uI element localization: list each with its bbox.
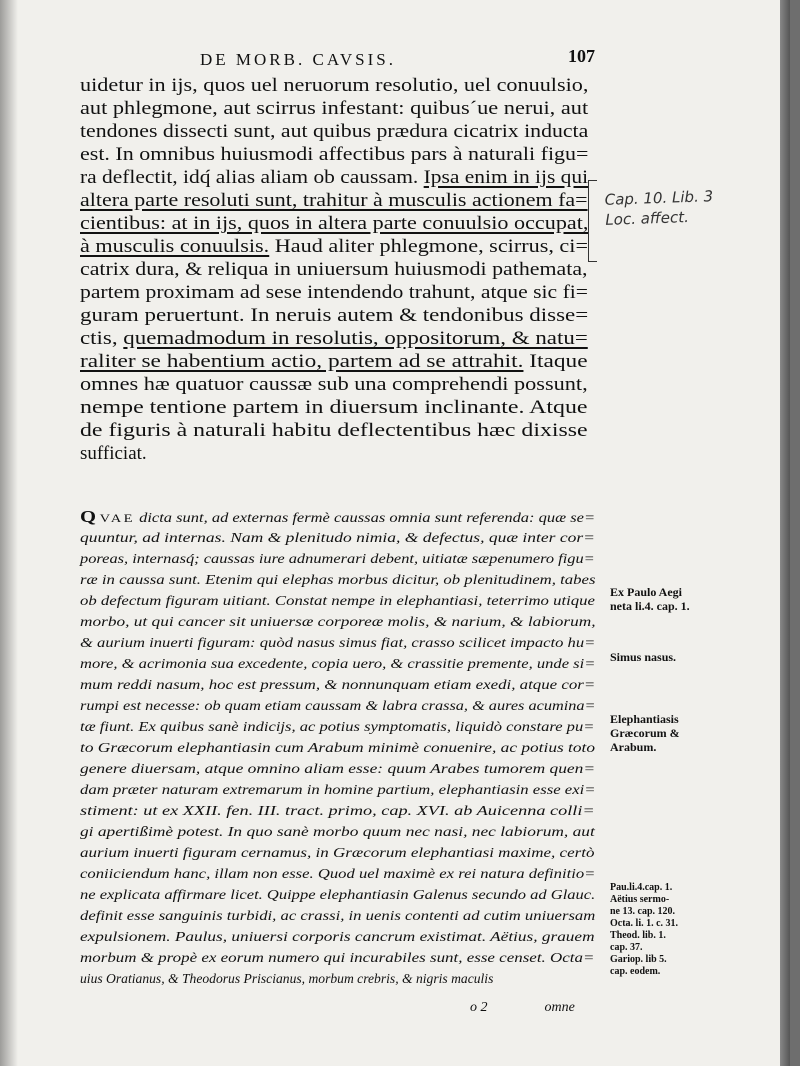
text-line	[80, 865, 595, 882]
text-segment: quemadmodum in resolutis, oppositorum, & natu=	[123, 328, 588, 349]
text-line	[80, 655, 595, 672]
text-line	[80, 823, 595, 840]
text-line	[80, 166, 588, 189]
text-segment: uius Oratianus, & Theodorus Priscianus, morbum crebris, & nigris maculis	[80, 971, 494, 986]
text-segment: ne explicata affirmare licet. Quippe elephantiasin Galenus secundo ad Glauc.	[80, 887, 596, 902]
text-line	[80, 350, 588, 373]
text-line	[80, 143, 588, 166]
margin-note-line: Theod. lib. 1.	[610, 930, 666, 941]
margin-note-line: cap. 37.	[610, 942, 643, 953]
text-segment: dicta sunt, ad externas fermè caussas omnia sunt referenda: quæ se=	[134, 510, 596, 525]
text-line	[80, 258, 588, 281]
text-line	[80, 281, 588, 304]
margin-note-line: Arabum.	[610, 740, 657, 754]
text-line	[80, 327, 588, 350]
margin-note-references	[610, 882, 678, 978]
text-line	[80, 571, 595, 588]
text-line	[80, 949, 594, 966]
text-segment: uidetur in ijs, quos uel neruorum resolutio, uel conuulsio,	[80, 75, 589, 96]
spine-shadow	[0, 0, 18, 1066]
margin-note-line: Ex Paulo Aegi	[610, 585, 683, 599]
text-line	[80, 592, 595, 609]
text-line	[80, 781, 596, 798]
text-line	[80, 74, 588, 97]
catchword: omne	[544, 1000, 575, 1015]
text-segment: expulsionem. Paulus, uniuersi corporis cancrum existimat. Aëtius, grauem	[80, 929, 595, 944]
text-line	[80, 844, 594, 861]
text-line	[80, 97, 588, 120]
text-segment: ctis,	[80, 328, 124, 349]
text-segment: omnes hæ quatuor caussæ sub una comprehendi possunt,	[80, 374, 588, 395]
text-segment: poreas, internasq́; caussas iure adnumerari debent, uitiatæ sæpenumero figu=	[80, 551, 595, 566]
text-line	[80, 802, 595, 819]
text-segment: mum reddi nasum, hoc est pressum, & nonnunquam etiam exedi, atque cor=	[80, 677, 596, 692]
text-line	[80, 907, 595, 924]
text-segment: catrix dura, & reliqua in uniuersum huiusmodi pathemata,	[80, 259, 588, 280]
annotation-line: Cap. 10. Lib. 3	[604, 187, 714, 209]
text-line	[80, 697, 596, 714]
margin-note-line: ne 13. cap. 120.	[610, 906, 675, 917]
top-paragraph	[80, 74, 590, 474]
page-footer	[470, 1000, 575, 1016]
text-line	[80, 739, 595, 756]
text-segment: ra deflectit, idq́ alias aliam ob caussam.	[80, 167, 424, 188]
text-line	[80, 304, 588, 327]
margin-note-simus-nasus	[610, 650, 676, 664]
text-line	[80, 634, 595, 651]
text-line	[80, 235, 588, 258]
text-segment: guram peruertunt. In neruis autem & tendonibus disse=	[80, 305, 589, 326]
text-segment: & aurium inuerti figuram: quòd nasus simus fiat, crasso scilicet impacto hu=	[80, 635, 596, 650]
text-segment: rumpi est necesse: ob quam etiam caussam & labra crassa, & aures acumina=	[80, 698, 596, 713]
bottom-paragraph	[80, 507, 596, 998]
text-segment: Haud aliter phlegmone, scirrus, ci=	[269, 236, 588, 257]
text-line	[80, 373, 588, 396]
margin-note-line: Gariop. lib 5.	[610, 954, 667, 965]
margin-note-line: Græcorum &	[610, 726, 680, 740]
margin-note-paulo-aegineta	[610, 585, 690, 613]
text-segment: dam præter naturam extremarum in homine partium, elephantiasin esse exi=	[80, 782, 596, 797]
margin-note-line: Simus nasus.	[610, 650, 677, 664]
text-segment: to Græcorum elephantiasin cum Arabum minimè conuenire, ac potius toto	[80, 740, 596, 755]
text-segment: partem proximam ad sese intendendo trahunt, atque sic fi=	[80, 282, 588, 303]
text-line	[80, 760, 595, 777]
text-segment: morbum & propè ex eorum numero qui incurabiles sunt, esse censet. Octa=	[80, 950, 595, 965]
text-segment: coniiciendum hanc, illam non esse. Quod uel maximè ex rei natura definitio=	[80, 866, 596, 881]
text-line	[80, 970, 493, 987]
running-head: DE MORB. CAVSIS.	[200, 50, 397, 69]
margin-note-line: cap. eodem.	[610, 966, 661, 977]
text-line	[80, 886, 595, 903]
text-segment: est. In omnibus huiusmodi affectibus pars à naturali figu=	[80, 144, 589, 165]
page-number: 107	[568, 46, 595, 66]
text-segment: à musculis conuulsis.	[80, 236, 270, 257]
text-segment: raliter se habentium actio, partem ad se attrahit.	[80, 351, 524, 372]
margin-note-line: Octa. li. 1. c. 31.	[610, 918, 679, 929]
text-line	[80, 928, 595, 945]
text-segment: ob defectum figuram uitiant. Constat nempe in elephantiasi, teterrimo utique	[80, 593, 595, 608]
margin-note-line: neta li.4. cap. 1.	[610, 599, 690, 613]
text-segment: aurium inuerti figuram cernamus, in Græcorum elephantiasi maxime, certò	[80, 845, 595, 860]
text-line	[80, 419, 588, 442]
margin-note-elephantiasis	[610, 712, 680, 754]
text-line	[80, 396, 588, 419]
drop-capital: Q	[80, 507, 100, 526]
text-line	[80, 676, 595, 693]
text-line	[80, 442, 147, 465]
page-edge	[780, 0, 790, 1066]
text-segment: Ipsa enim in ijs qui	[423, 167, 589, 188]
text-segment: aut phlegmone, aut scirrus infestant: quibus´ue nerui, aut	[80, 98, 589, 119]
text-line	[80, 550, 595, 567]
text-line	[80, 120, 588, 143]
signature-mark: o 2	[470, 1000, 488, 1015]
text-line	[80, 613, 596, 630]
text-line	[80, 212, 588, 235]
text-segment: genere diuersam, atque omnino aliam esse: quum Arabes tumorem quen=	[80, 761, 596, 776]
text-segment: stiment: ut ex XXII. fen. III. tract. primo, cap. XVI. ab Auicenna colli=	[80, 803, 595, 818]
text-line	[80, 508, 595, 527]
text-segment: gi apertißimè potest. In quo sanè morbo quum nec nasi, nec labiorum, aut	[80, 824, 595, 839]
annotation-line: Loc. affect.	[605, 207, 690, 229]
small-caps-word: VAE	[99, 511, 135, 525]
text-segment: tendones dissecti sunt, aut quibus prædura cicatrix inducta	[80, 121, 589, 142]
margin-note-line: Elephantiasis	[610, 712, 679, 726]
text-line	[80, 189, 588, 212]
text-line	[80, 718, 594, 735]
text-segment: cientibus: at in ijs, quos in altera parte conuulsio occupat,	[80, 213, 589, 234]
text-segment: definit esse sanguinis turbidi, ac crassi, in uenis contenti ad cutim uniuersam	[80, 908, 596, 923]
text-segment: tæ fiunt. Ex quibus sanè indicijs, ac potius symptomatis, liquidò constare pu=	[80, 719, 595, 734]
text-segment: quuntur, ad internas. Nam & plenitudo nimia, & defectus, quæ inter cor=	[80, 530, 595, 545]
handwritten-annotation	[604, 186, 714, 230]
text-segment: morbo, ut qui cancer sit uniuersæ corporeæ molis, & narium, & labiorum,	[80, 614, 596, 629]
text-segment: more, & acrimonia sua excedente, copia uero, & crassitie premente, unde si=	[80, 656, 596, 671]
text-line	[80, 529, 595, 546]
text-segment: sufficiat.	[80, 443, 147, 464]
text-segment: ræ in caussa sunt. Etenim qui elephas morbus dicitur, ob plenitudinem, tabes	[80, 572, 596, 587]
annotation-bracket	[588, 180, 597, 262]
text-segment: Itaque	[523, 351, 588, 372]
text-segment: de figuris à naturali habitu deflectentibus hæc dixisse	[80, 420, 588, 441]
text-segment: nempe tentione partem in diuersum inclinante. Atque	[80, 397, 588, 418]
margin-note-line: Aëtius sermo-	[610, 894, 670, 905]
text-segment: altera parte resoluti sunt, trahitur à musculis actionem fa=	[80, 190, 588, 211]
margin-note-line: Pau.li.4.cap. 1.	[610, 882, 673, 893]
